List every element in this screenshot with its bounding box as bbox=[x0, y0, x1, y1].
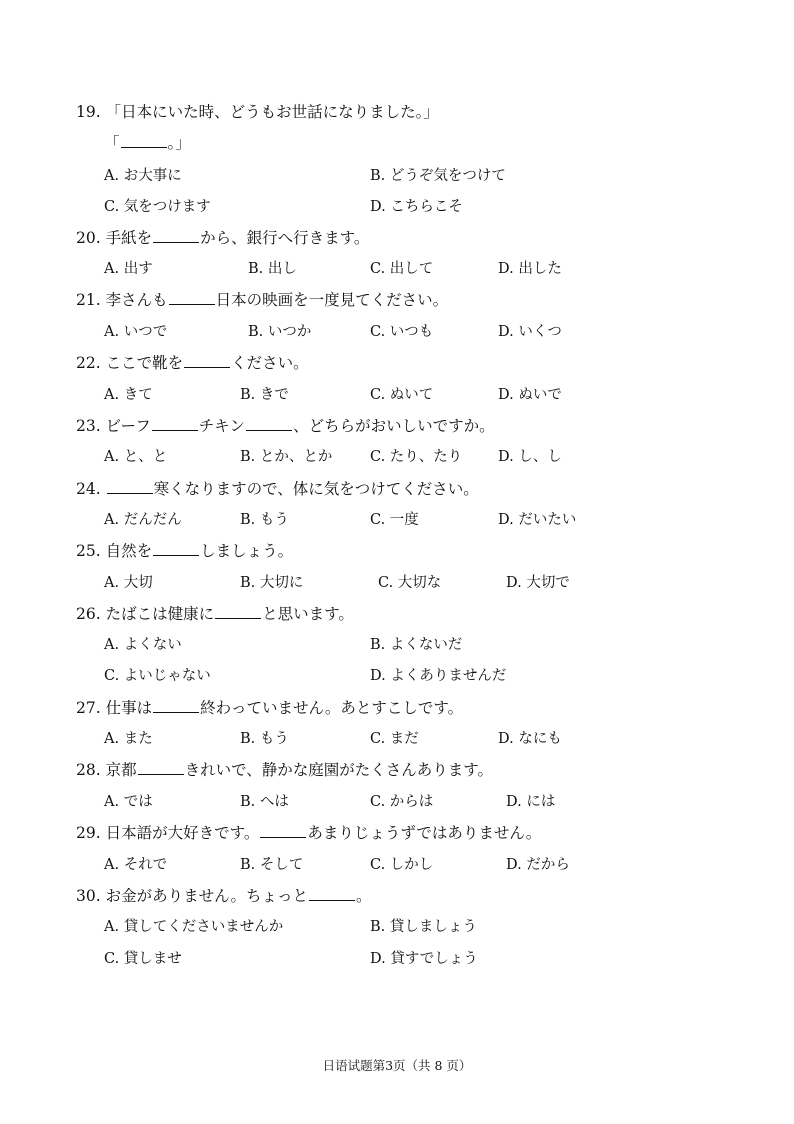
answer-blank bbox=[152, 416, 198, 431]
option-c: C. 出して bbox=[370, 261, 434, 277]
option-c: C. いつも bbox=[370, 324, 434, 340]
question-stem: チキン bbox=[198, 417, 246, 435]
answer-blank bbox=[138, 760, 184, 775]
question-number: 20. bbox=[76, 229, 101, 247]
question-number: 19. bbox=[76, 103, 101, 121]
answer-blank bbox=[246, 416, 292, 431]
page-footer: 日语试题第3页（共 8 页） bbox=[322, 1058, 472, 1073]
option-b: B. どうぞ気をつけて bbox=[370, 168, 506, 184]
option-b: B. きで bbox=[240, 387, 289, 403]
option-a: A. 大切 bbox=[104, 575, 153, 591]
question-stem: 李さんも bbox=[105, 291, 168, 309]
question-stem: 。」 bbox=[167, 134, 191, 152]
option-b: B. もう bbox=[240, 512, 289, 528]
option-a: A. それで bbox=[104, 857, 168, 873]
answer-blank bbox=[169, 290, 215, 305]
option-d: D. し、し bbox=[498, 449, 562, 465]
option-b: B. そして bbox=[240, 857, 304, 873]
answer-blank bbox=[153, 228, 199, 243]
option-c: C. しかし bbox=[370, 857, 434, 873]
question-number: 23. bbox=[76, 417, 101, 435]
option-c: C. 貸しませ bbox=[104, 951, 182, 967]
option-b: B. 出し bbox=[248, 261, 297, 277]
option-c: C. 大切な bbox=[378, 575, 442, 591]
question-stem: お金がありません。ちょっと bbox=[105, 887, 309, 905]
option-d: D. ぬいで bbox=[498, 387, 562, 403]
question-stem: 終わっていません。あとすこしです。 bbox=[200, 699, 464, 717]
question-stem: ここで靴を bbox=[105, 354, 184, 372]
question-number: 30. bbox=[76, 887, 101, 905]
option-a: A. 貸してくださいませんか bbox=[104, 919, 284, 935]
option-b: B. もう bbox=[240, 731, 289, 747]
question-stem: 日本の映画を一度見てください。 bbox=[215, 291, 449, 309]
option-a: A. よくない bbox=[104, 637, 182, 653]
option-b: B. 大切に bbox=[240, 575, 304, 591]
question-27 bbox=[76, 698, 463, 718]
question-24 bbox=[76, 479, 479, 499]
option-a: A. いつで bbox=[104, 324, 168, 340]
question-stem: しましょう。 bbox=[200, 542, 294, 560]
option-c: C. まだ bbox=[370, 731, 419, 747]
option-a: A. 出す bbox=[104, 261, 153, 277]
option-a: A. と、と bbox=[104, 449, 168, 465]
option-b: B. 貸しましょう bbox=[370, 919, 477, 935]
question-22 bbox=[76, 353, 309, 373]
question-stem: あまりじょうずではありません。 bbox=[307, 824, 542, 842]
answer-blank bbox=[215, 604, 261, 619]
question-28 bbox=[76, 760, 493, 780]
option-b: B. とか、とか bbox=[240, 449, 333, 465]
question-number: 24. bbox=[76, 480, 101, 498]
option-c: C. ぬいて bbox=[370, 387, 434, 403]
option-a: A. お大事に bbox=[104, 168, 182, 184]
option-a: A. また bbox=[104, 731, 153, 747]
question-number: 28. bbox=[76, 761, 101, 779]
option-c: C. 気をつけます bbox=[104, 199, 211, 215]
option-d: D. 出した bbox=[498, 261, 562, 277]
question-26 bbox=[76, 604, 354, 624]
option-d: D. いくつ bbox=[498, 324, 562, 340]
option-a: A. きて bbox=[104, 387, 153, 403]
question-stem: 寒くなりますので、体に気をつけてください。 bbox=[153, 480, 479, 498]
question-stem: 日本語が大好きです。 bbox=[105, 824, 260, 842]
question-19-answer-line bbox=[104, 133, 191, 153]
question-stem: 「日本にいた時、どうもお世話になりました。」 bbox=[105, 103, 439, 121]
question-stem: 。 bbox=[356, 887, 372, 905]
option-d: D. なにも bbox=[498, 731, 562, 747]
question-number: 27. bbox=[76, 699, 101, 717]
answer-blank bbox=[153, 698, 199, 713]
answer-blank bbox=[153, 541, 199, 556]
option-c: C. からは bbox=[370, 794, 434, 810]
question-19 bbox=[76, 102, 439, 122]
question-number: 26. bbox=[76, 605, 101, 623]
question-number: 25. bbox=[76, 542, 101, 560]
option-d: D. 大切で bbox=[506, 575, 570, 591]
option-c: C. 一度 bbox=[370, 512, 419, 528]
option-d: D. よくありませんだ bbox=[370, 668, 507, 684]
question-stem: ビーフ bbox=[105, 417, 151, 435]
option-b: B. よくないだ bbox=[370, 637, 463, 653]
question-stem: きれいで、静かな庭園がたくさんあります。 bbox=[184, 761, 494, 779]
option-d: D. こちらこそ bbox=[370, 199, 463, 215]
option-a: A. だんだん bbox=[104, 512, 182, 528]
option-c: C. よいじゃない bbox=[104, 668, 211, 684]
question-stem: 自然を bbox=[105, 542, 153, 560]
question-number: 29. bbox=[76, 824, 101, 842]
option-d: D. には bbox=[506, 794, 556, 810]
question-20 bbox=[76, 228, 369, 248]
option-d: D. だいたい bbox=[498, 512, 577, 528]
question-stem: たばこは健康に bbox=[105, 605, 215, 623]
question-number: 22. bbox=[76, 354, 101, 372]
option-c: C. たり、たり bbox=[370, 449, 463, 465]
question-stem: 、どちらがおいしいですか。 bbox=[293, 417, 495, 435]
question-number: 21. bbox=[76, 291, 101, 309]
answer-blank bbox=[107, 479, 153, 494]
option-b: B. へは bbox=[240, 794, 289, 810]
option-d: D. 貸すでしょう bbox=[370, 951, 478, 967]
option-a: A. では bbox=[104, 794, 153, 810]
answer-blank bbox=[260, 823, 306, 838]
question-stem: ください。 bbox=[231, 354, 309, 372]
question-29 bbox=[76, 823, 541, 843]
answer-blank bbox=[121, 133, 167, 148]
question-21 bbox=[76, 290, 448, 310]
question-23 bbox=[76, 416, 495, 436]
answer-blank bbox=[184, 353, 230, 368]
option-b: B. いつか bbox=[248, 324, 312, 340]
question-stem: 京都 bbox=[105, 761, 137, 779]
question-stem: から、銀行へ行きます。 bbox=[200, 229, 370, 247]
question-25 bbox=[76, 541, 293, 561]
question-stem: 「 bbox=[104, 134, 120, 152]
question-stem: と思います。 bbox=[262, 605, 354, 623]
option-d: D. だから bbox=[506, 857, 570, 873]
question-stem: 手紙を bbox=[105, 229, 153, 247]
question-30 bbox=[76, 886, 372, 906]
question-stem: 仕事は bbox=[105, 699, 153, 717]
answer-blank bbox=[309, 886, 355, 901]
